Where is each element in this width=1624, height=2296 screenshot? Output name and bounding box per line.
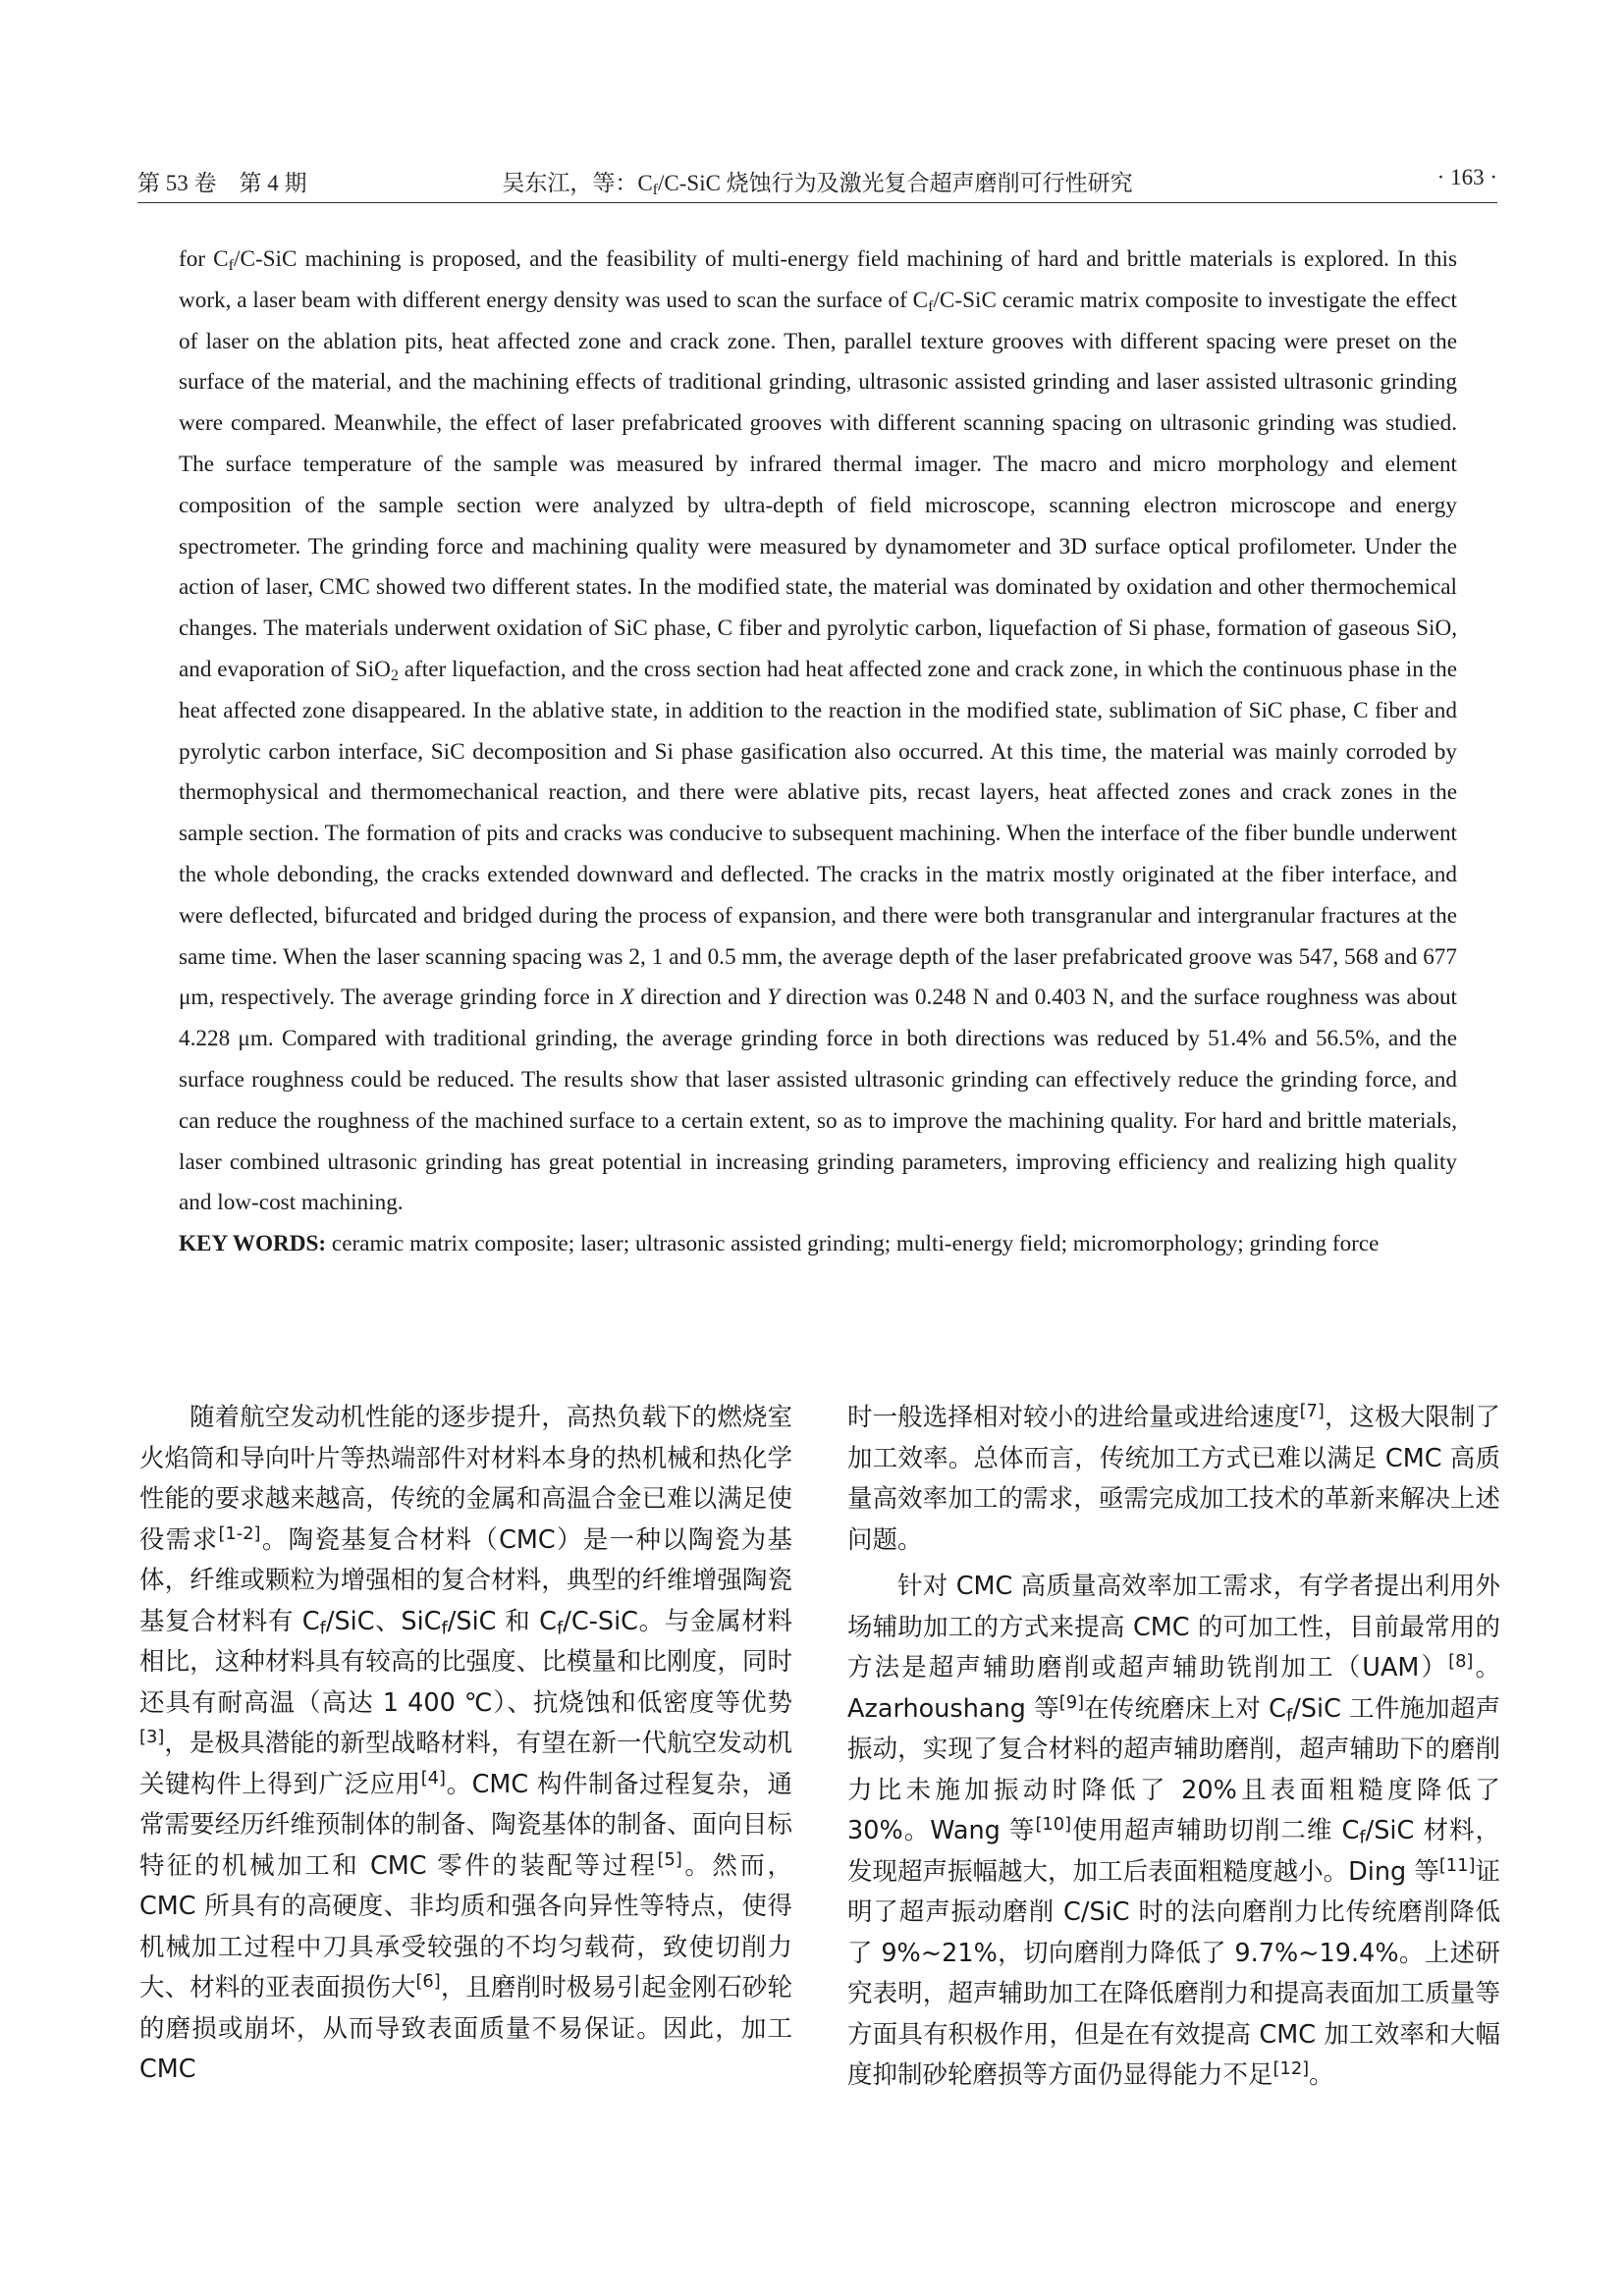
journal-volume-issue: 第 53 卷 第 4 期 [137,171,307,195]
running-header [137,159,1497,202]
running-title: 吴东江，等：$C_f/C$-SiC 烧蚀行为及激光复合超声磨削可行性研究 [502,171,1133,199]
keywords-label: KEY WORDS: [179,1231,327,1257]
keywords: KEY WORDS: ceramic matrix composite; laser; ultrasonic assisted grinding; multi-energy field; micromorphology; grinding force [179,1231,1380,1257]
abstract-text: for $C_f/C$-SiC machining is proposed, and the feasibility of multi-energy field machining of hard and brittle materials is explored. In this work, a laser beam with different energy density was used to scan the surface of $C_f/C$-SiC ceramic matrix composite to investigate the effect of laser on the ablation pits, heat affected zone and crack zone. Then, parallel texture grooves with different spacing were preset on the surface of the material, and the machining effects of traditional grinding, ultrasonic assisted grinding and laser assisted ultrasonic grinding were compared. Meanwhile, the effect of laser prefabricated grooves with different scanning spacing on ultrasonic grinding was studied. The surface temperature of the sample was measured by infrared thermal imager. The macro and micro morphology and element composition of the sample section were analyzed by ultra-depth of field microscope, scanning electron microscope and energy spectrometer. The grinding force and machining quality were measured by dynamometer and 3D surface optical profilometer. Under the action of laser, CMC showed two different states. In the modified state, the material was dominated by oxidation and other thermochemical changes. The materials underwent oxidation of SiC phase, C fiber and pyrolytic carbon, liquefaction of Si phase, formation of gaseous SiO, and evaporation of SiO$_2$ after liquefaction, and the cross section had heat affected zone and crack zone, in which the continuous phase in the heat affected zone disappeared. In the ablative state, in addition to the reaction in the modified state, sublimation of SiC phase, C fiber and pyrolytic carbon interface, SiC decomposition and Si phase gasification also occurred. At this time, the material was mainly corroded by thermophysical and thermomechanical reaction, and there were ablative pits, recast layers, heat affected zones and crack zones in the sample section. The formation of pits and cracks was conducive to subsequent machining. When the interface of the fiber bundle underwent the whole debonding, the cracks extended downward and deflected. The cracks in the matrix mostly originated at the fiber interface, and were deflected, bifurcated and bridged during the process of expansion, and there were both transgranular and intergranular fractures at the same time. When the laser scanning spacing was 2, 1 and 0.5 mm, the average depth of the laser prefabricated groove was 547, 568 and 677 μm, respectively. The average grinding force in X direction and Y direction was 0.248 N and 0.403 N, and the surface roughness was about 4.228 μm. Compared with traditional grinding, the average grinding force in both directions was reduced by 51.4% and 56.5%, and the surface roughness could be reduced. The results show that laser assisted ultrasonic grinding can effectively reduce the grinding force, and can reduce the roughness of the machined surface to a certain extent, so as to improve the machining quality. For hard and brittle materials, laser combined ultrasonic grinding has great potential in increasing grinding parameters, improving efficiency and realizing high quality and low-cost machining. [179,246,1458,1216]
body-column-right [847,1398,1500,2097]
body-column-left [139,1398,792,2091]
body-paragraph: 针对 CMC 高质量高效率加工需求，有学者提出利用外场辅助加工的方式来提高 CMC 的可加工性，目前最常用的方法是超声辅助磨削或超声辅助铣削加工（UAM）[8]。Azarhoushang 等[9]在传统磨床上对 $C_f$/SiC 工件施加超声振动，实现了复合材料的超声辅助磨削，超声辅助下的磨削力比未施加振动时降低了 20%且表面粗糙度降低了 30%。Wang 等[10]使用超声辅助切削二维 $C_f$/SiC 材料，发现超声振幅越大，加工后表面粗糙度越小。Ding 等[11]证明了超声振动磨削 C/SiC 时的法向磨削力比传统磨削降低了 9%~21%，切向磨削力降低了 9.7%~19.4%。上述研究表明，超声辅助加工在降低磨削力和提高表面加工质量等方面具有积极作用，但是在有效提高 CMC 加工效率和大幅度抑制砂轮磨损等方面仍显得能力不足[12]。 [847,1572,1501,2090]
page-number: · 163 · [1436,165,1497,189]
body-paragraph: 随着航空发动机性能的逐步提升，高热负载下的燃烧室火焰筒和导向叶片等热端部件对材料本身的热机械和热化学性能的要求越来越高，传统的金属和高温合金已难以满足使役需求[1-2]。陶瓷基复合材料（CMC）是一种以陶瓷为基体，纤维或颗粒为增强相的复合材料，典型的纤维增强陶瓷基复合材料有 $C_f$/SiC、SiC$_f$/SiC 和 $C_f/C$-SiC。与金属材料相比，这种材料具有较高的比强度、比模量和比刚度，同时还具有耐高温（高达 1 400 ℃）、抗烧蚀和低密度等优势[3]，是极具潜能的新型战略材料，有望在新一代航空发动机关键构件上得到广泛应用[4]。CMC 构件制备过程复杂，通常需要经历纤维预制体的制备、陶瓷基体的制备、面向目标特征的机械加工和 CMC 零件的装配等过程[5]。然而，CMC 所具有的高硬度、非均质和强各向异性等特点，使得机械加工过程中刀具承受较强的不均匀载荷，致使切削力大、材料的亚表面损伤大[6]，且磨削时极易引起金刚石砂轮的磨损或崩坏，从而导致表面质量不易保证。因此，加工 CMC [139,1403,792,2084]
header-divider [137,202,1497,203]
body-paragraph: 时一般选择相对较小的进给量或进给速度[7]，这极大限制了加工效率。总体而言，传统加工方式已难以满足 CMC 高质量高效率加工的需求，亟需完成加工技术的革新来解决上述问题。 [847,1401,1500,1555]
english-abstract [179,240,1457,1265]
